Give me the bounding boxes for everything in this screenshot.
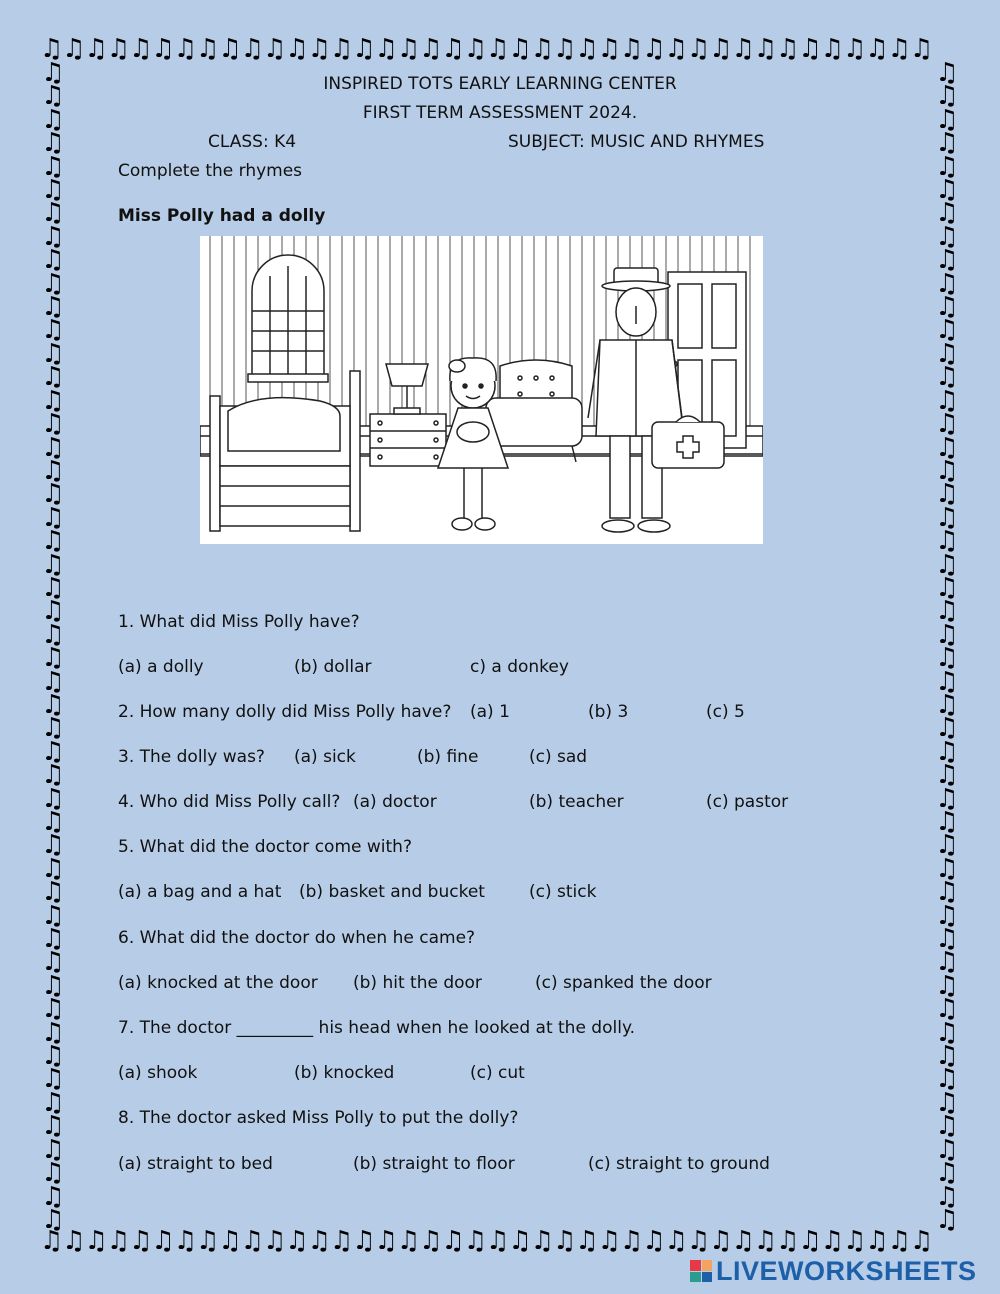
nightstand	[370, 364, 446, 466]
q4-option-b[interactable]: (b) teacher	[529, 792, 624, 812]
q6-option-b[interactable]: (b) hit the door	[353, 973, 482, 993]
q4-option-a[interactable]: (a) doctor	[353, 792, 437, 812]
q2-option-c[interactable]: (c) 5	[706, 702, 745, 722]
liveworksheets-mark-icon	[690, 1260, 712, 1282]
q7-option-b[interactable]: (b) knocked	[294, 1063, 395, 1083]
illustration-svg	[200, 236, 763, 544]
question-6: 6. What did the doctor do when he came?	[118, 928, 476, 948]
q2-option-a[interactable]: (a) 1	[470, 702, 510, 722]
q5-option-a[interactable]: (a) a bag and a hat	[118, 882, 282, 902]
bedroom-doctor-illustration	[200, 236, 763, 544]
border-left: ♫ ♫ ♫ ♫ ♫ ♫ ♫ ♫ ♫ ♫ ♫ ♫ ♫ ♫ ♫ ♫ ♫ ♫ ♫ ♫ ♫ ♫ ♫ ♫ ♫ ♫ ♫ ♫ ♫ ♫ ♫ ♫ ♫ ♫ ♫ ♫ ♫ ♫ ♫ ♫ ♫ ♫ ♫ ♫ ♫ ♫ ♫ ♫ ♫ ♫	[41, 62, 65, 1232]
bed	[210, 371, 360, 531]
q4-option-c[interactable]: (c) pastor	[706, 792, 789, 812]
subject-label: SUBJECT: MUSIC AND RHYMES	[508, 132, 765, 152]
question-8: 8. The doctor asked Miss Polly to put the dolly?	[118, 1108, 519, 1128]
question-4: 4. Who did Miss Polly call?	[118, 792, 341, 812]
q7-option-c[interactable]: (c) cut	[470, 1063, 525, 1083]
class-label: CLASS: K4	[208, 132, 297, 152]
q1-option-a[interactable]: (a) a dolly	[118, 657, 204, 677]
q8-option-a[interactable]: (a) straight to bed	[118, 1154, 273, 1174]
window	[248, 255, 328, 382]
q5-option-b[interactable]: (b) basket and bucket	[299, 882, 485, 902]
border-top: ♫♫♫♫♫♫♫♫♫♫♫♫♫♫♫♫♫♫♫♫♫♫♫♫♫♫♫♫♫♫♫♫♫♫♫♫♫♫♫♫	[40, 34, 933, 64]
border-right: ♫ ♫ ♫ ♫ ♫ ♫ ♫ ♫ ♫ ♫ ♫ ♫ ♫ ♫ ♫ ♫ ♫ ♫ ♫ ♫ ♫ ♫ ♫ ♫ ♫ ♫ ♫ ♫ ♫ ♫ ♫ ♫ ♫ ♫ ♫ ♫ ♫ ♫ ♫ ♫ ♫ ♫ ♫ ♫ ♫ ♫ ♫ ♫ ♫ ♫	[935, 62, 959, 1232]
q7-option-a[interactable]: (a) shook	[118, 1063, 198, 1083]
q6-option-c[interactable]: (c) spanked the door	[535, 973, 712, 993]
q8-option-c[interactable]: (c) straight to ground	[588, 1154, 770, 1174]
instructions: Complete the rhymes	[118, 161, 303, 181]
question-2: 2. How many dolly did Miss Polly have?	[118, 702, 452, 722]
question-7: 7. The doctor _________ his head when he looked at the dolly.	[118, 1018, 635, 1038]
q3-option-b[interactable]: (b) fine	[417, 747, 479, 767]
assessment-title: FIRST TERM ASSESSMENT 2024.	[362, 103, 638, 123]
question-5: 5. What did the doctor come with?	[118, 837, 412, 857]
border-bottom: ♫♫♫♫♫♫♫♫♫♫♫♫♫♫♫♫♫♫♫♫♫♫♫♫♫♫♫♫♫♫♫♫♫♫♫♫♫♫♫♫	[40, 1226, 933, 1256]
q2-option-b[interactable]: (b) 3	[588, 702, 629, 722]
school-name: INSPIRED TOTS EARLY LEARNING CENTER	[323, 74, 677, 94]
q3-option-a[interactable]: (a) sick	[294, 747, 356, 767]
q3-option-c[interactable]: (c) sad	[529, 747, 588, 767]
q1-option-b[interactable]: (b) dollar	[294, 657, 372, 677]
question-1: 1. What did Miss Polly have?	[118, 612, 360, 632]
question-3: 3. The dolly was?	[118, 747, 265, 767]
q5-option-c[interactable]: (c) stick	[529, 882, 597, 902]
q8-option-b[interactable]: (b) straight to floor	[353, 1154, 515, 1174]
q6-option-a[interactable]: (a) knocked at the door	[118, 973, 318, 993]
liveworksheets-logo[interactable]	[690, 1256, 977, 1286]
liveworksheets-text: LIVEWORKSHEETS	[716, 1255, 977, 1286]
q1-option-c[interactable]: c) a donkey	[470, 657, 569, 677]
rhyme-title: Miss Polly had a dolly	[118, 206, 326, 226]
